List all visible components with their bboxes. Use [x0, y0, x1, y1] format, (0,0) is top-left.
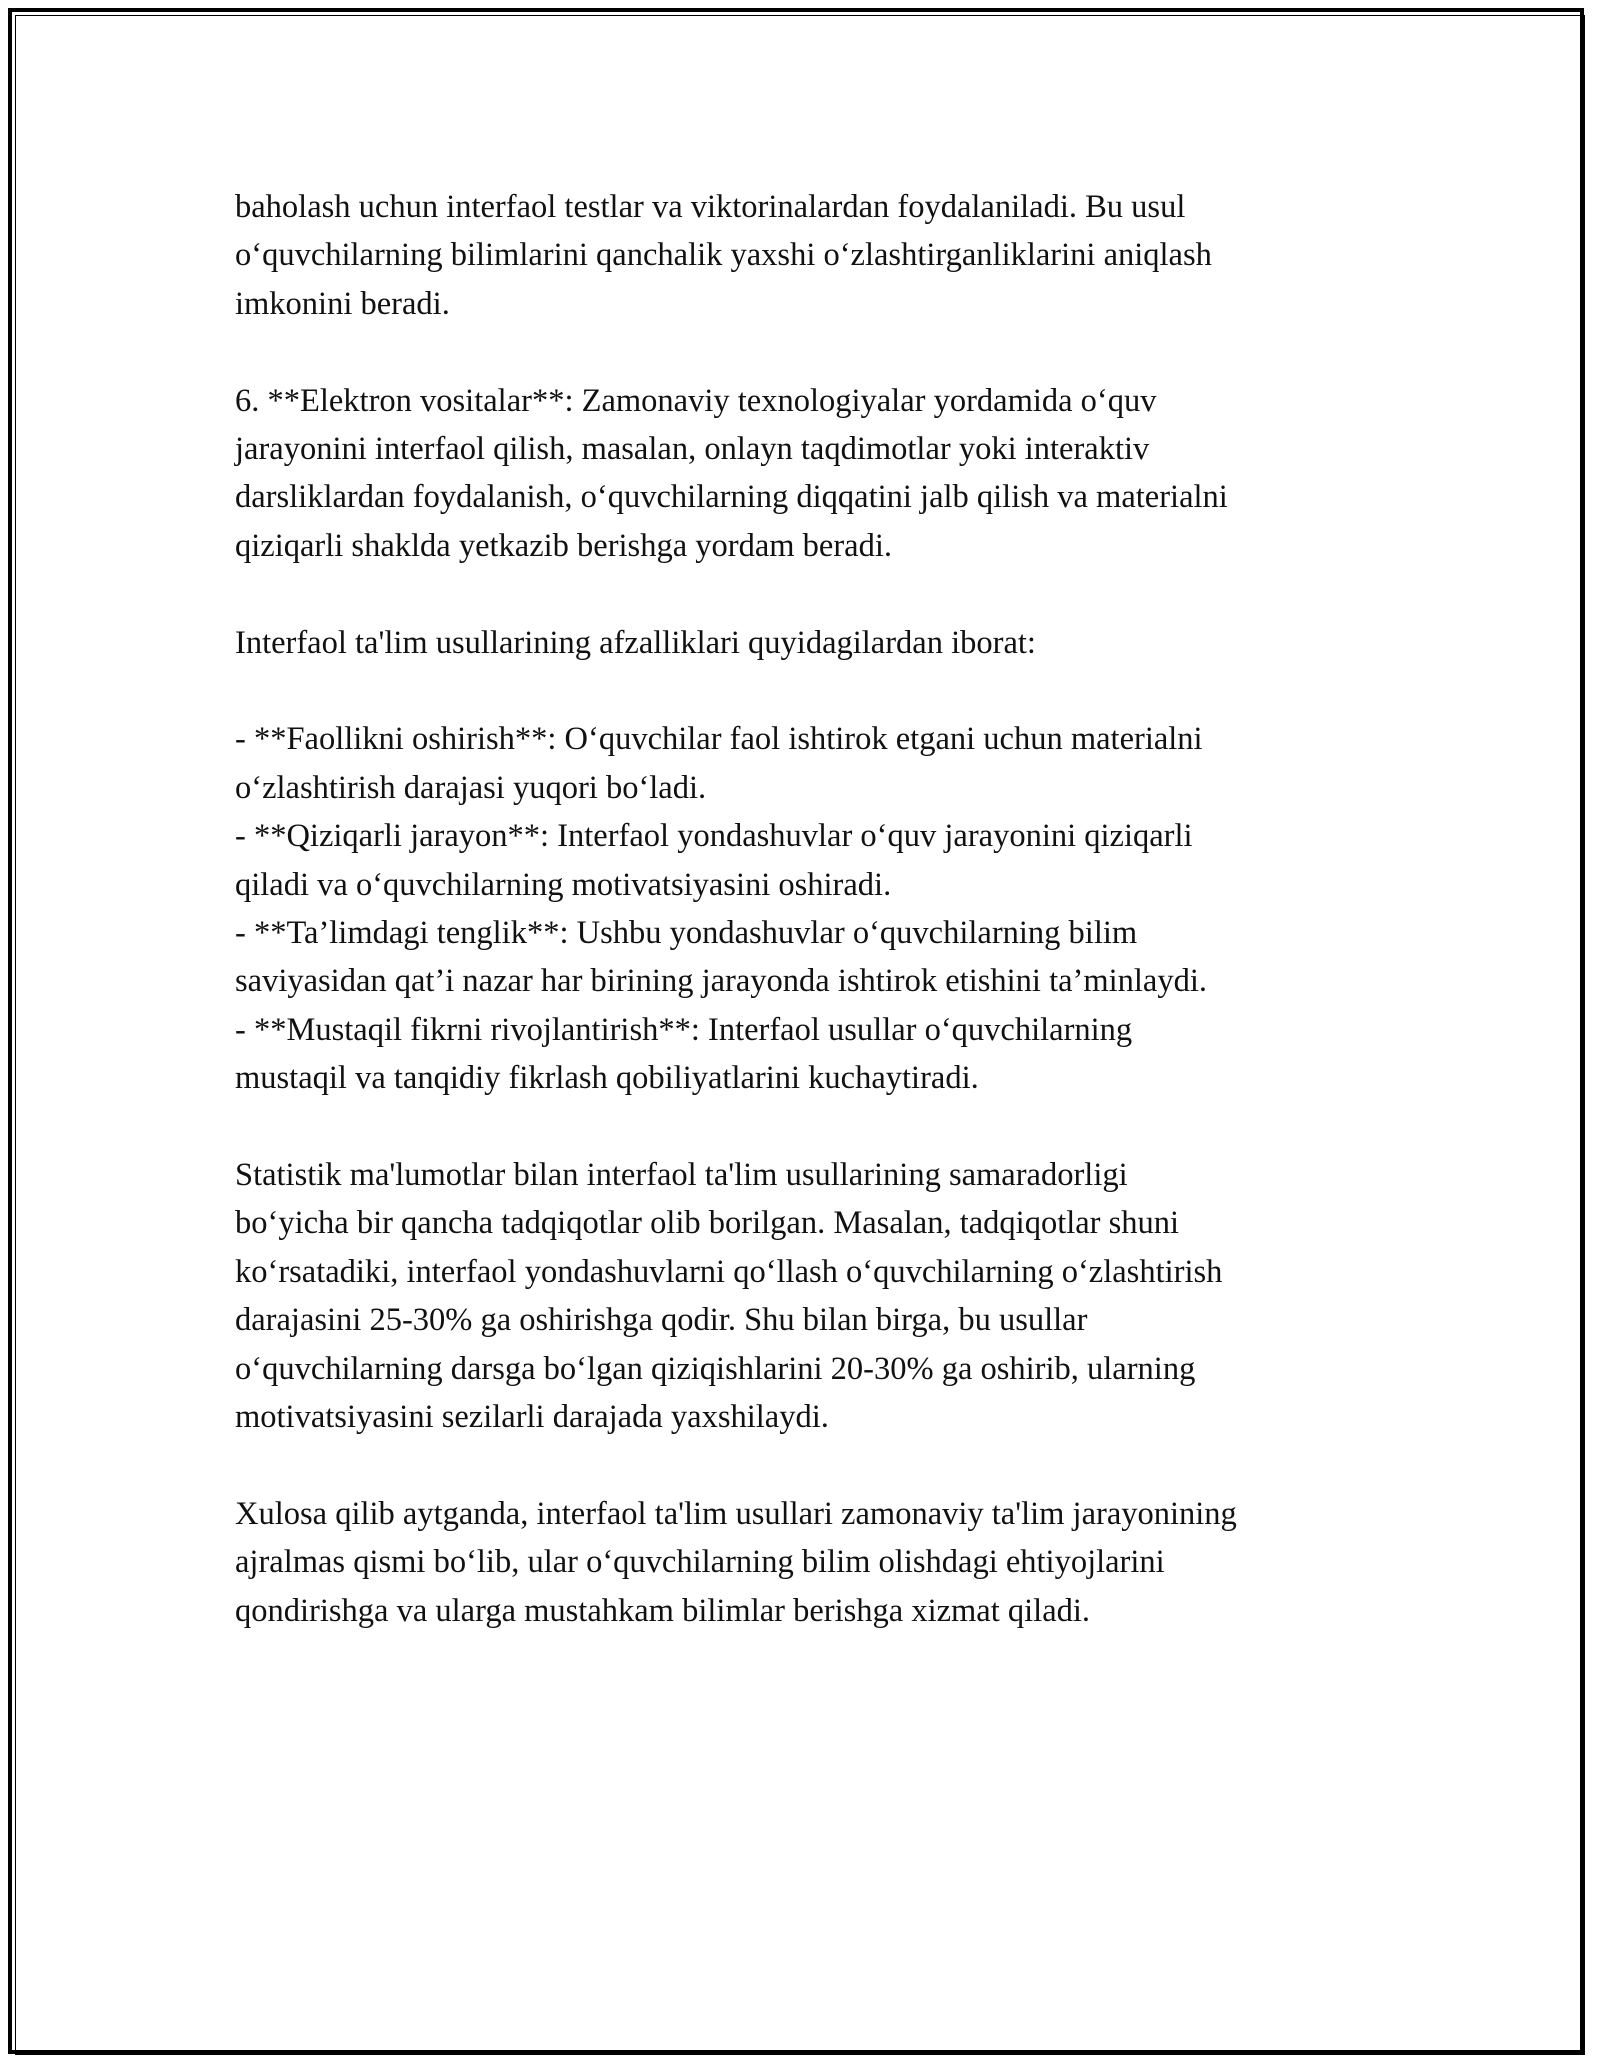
text-line: Statistik ma'lumotlar bilan interfaol ta'lim usullarining samaradorligi — [235, 1157, 1128, 1194]
advantages-list — [235, 715, 1375, 1102]
text-line: bo‘yicha bir qancha tadqiqotlar olib borilgan. Masalan, tadqiqotlar shuni — [235, 1205, 1180, 1242]
list-item-line: - **Ta’limdagi tenglik**: Ushbu yondashuvlar o‘quvchilarning bilim — [235, 915, 1138, 952]
text-line: 6. **Elektron vositalar**: Zamonaviy texnologiyalar yordamida o‘quv — [235, 382, 1157, 419]
list-item-line: mustaqil va tanqidiy fikrlash qobiliyatlarini kuchaytiradi. — [235, 1060, 979, 1097]
paragraph-statistics — [235, 1151, 1375, 1441]
list-item-line: saviyasidan qat’i nazar har birining jarayonda ishtirok etishini ta’minlaydi. — [235, 963, 1208, 1000]
list-item-line: o‘zlashtirish darajasi yuqori bo‘ladi. — [235, 769, 707, 806]
text-line: jarayonini interfaol qilish, masalan, onlayn taqdimotlar yoki interaktiv — [235, 431, 1150, 468]
document-body — [235, 183, 1375, 1684]
paragraph-assessment-continuation — [235, 183, 1375, 328]
paragraph-electronic-tools — [235, 377, 1375, 571]
text-line: ajralmas qismi bo‘lib, ular o‘quvchilarning bilim olishdagi ehtiyojlarini — [235, 1544, 1165, 1581]
text-line: motivatsiyasini sezilarli darajada yaxshilaydi. — [235, 1399, 829, 1436]
text-line: qondirishga va ularga mustahkam bilimlar berishga xizmat qiladi. — [235, 1592, 1091, 1629]
text-line: imkonini beradi. — [235, 285, 450, 322]
list-item-line: - **Qiziqarli jarayon**: Interfaol yondashuvlar o‘quv jarayonini qiziqarli — [235, 818, 1193, 855]
text-line: ko‘rsatadiki, interfaol yondashuvlarni qo‘llash o‘quvchilarning o‘zlashtirish — [235, 1253, 1223, 1290]
paragraph-advantages-intro — [235, 619, 1375, 667]
text-line: darsliklardan foydalanish, o‘quvchilarning diqqatini jalb qilish va materialni — [235, 479, 1228, 516]
text-line: qiziqarli shaklda yetkazib berishga yordam beradi. — [235, 527, 892, 564]
text-line: o‘quvchilarning bilimlarini qanchalik yaxshi o‘zlashtirganliklarini aniqlash — [235, 237, 1212, 274]
list-item-line: qiladi va o‘quvchilarning motivatsiyasini oshiradi. — [235, 866, 892, 903]
text-line: darajasini 25-30% ga oshirishga qodir. Shu bilan birga, bu usullar — [235, 1302, 1088, 1339]
text-line: baholash uchun interfaol testlar va viktorinalardan foydalaniladi. Bu usul — [235, 189, 1186, 225]
list-item-line: - **Mustaqil fikrni rivojlantirish**: Interfaol usullar o‘quvchilarning — [235, 1011, 1133, 1048]
paragraph-conclusion — [235, 1490, 1375, 1635]
text-line: Interfaol ta'lim usullarining afzalliklari quyidagilardan iborat: — [235, 624, 1036, 661]
text-line: o‘quvchilarning darsga bo‘lgan qiziqishlarini 20-30% ga oshirib, ularning — [235, 1350, 1196, 1387]
list-item-line: - **Faollikni oshirish**: O‘quvchilar faol ishtirok etgani uchun materialni — [235, 721, 1203, 758]
text-line: Xulosa qilib aytganda, interfaol ta'lim usullari zamonaviy ta'lim jarayonining — [235, 1495, 1237, 1532]
